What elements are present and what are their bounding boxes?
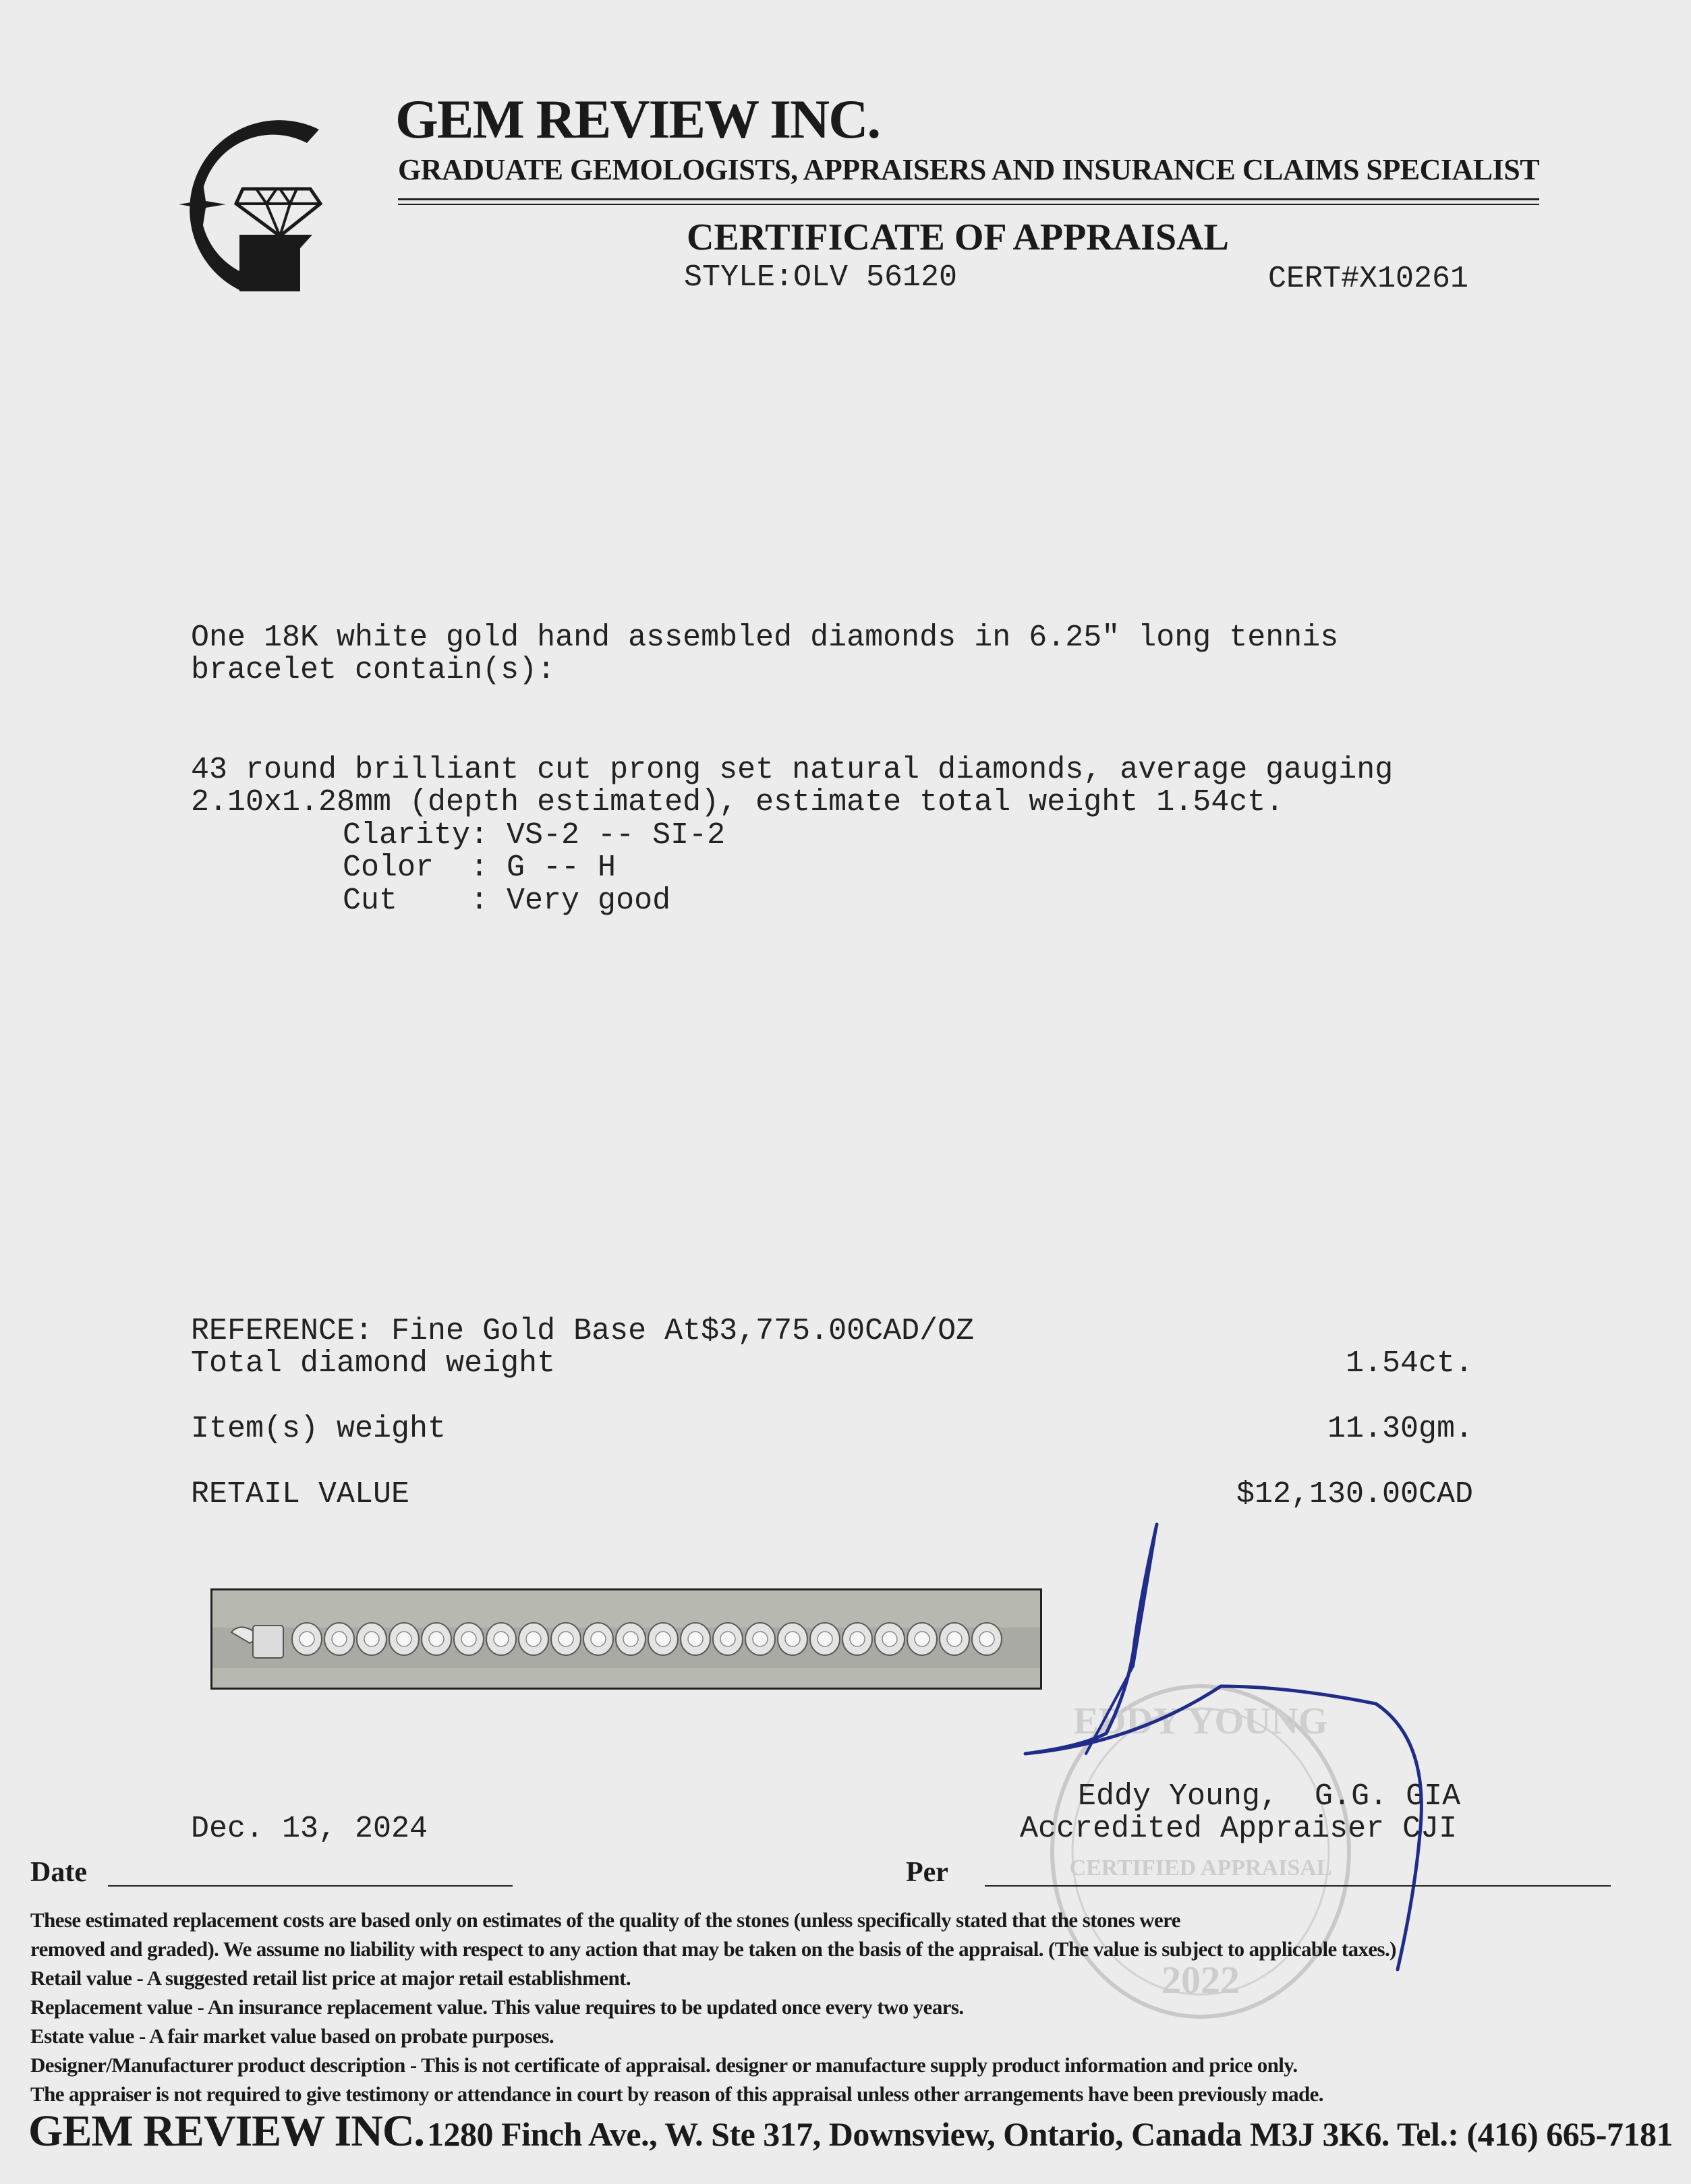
cut-grade: Cut : Very good [343, 884, 671, 918]
bracelet-diamond [332, 1632, 347, 1646]
disclaimer-line: removed and graded). We assume no liability with respect to any action that may be taken on the basis of the appraisal. (The value is subject to applicable taxes.) [30, 1937, 1396, 1961]
bracelet-diamond [494, 1632, 509, 1646]
gold-reference: REFERENCE: Fine Gold Base At$3,775.00CAD/OZ [191, 1314, 975, 1348]
per-label: Per [906, 1857, 948, 1888]
style-number: STYLE:OLV 56120 [684, 260, 958, 295]
certificate-title: CERTIFICATE OF APPRAISAL [687, 217, 1229, 258]
cert-number: CERT#X10261 [1268, 262, 1469, 296]
footer-company: GEM REVIEW INC. [28, 2106, 425, 2156]
bracelet-diamond [785, 1632, 800, 1646]
tennis-bracelet-photo [210, 1588, 1042, 1690]
bracelet-diamond [947, 1632, 962, 1646]
bracelet-diamond [299, 1632, 314, 1646]
retail-value-amount: $12,130.00CAD [1236, 1477, 1473, 1512]
bracelet-diamond [591, 1632, 606, 1646]
header-rule [398, 204, 1539, 205]
stones-line-1: 43 round brilliant cut prong set natural diamonds, average gauging [191, 753, 1394, 787]
disclaimer-line: These estimated replacement costs are based only on estimates of the quality of the stones (unless specifically stated that the stones were [30, 1908, 1180, 1932]
appraisal-date: Dec. 13, 2024 [191, 1812, 428, 1846]
bracelet-diamond [558, 1632, 573, 1646]
color-grade: Color : G -- H [343, 851, 617, 885]
bracelet-diamond [818, 1632, 832, 1646]
disclaimer-line: Retail value - A suggested retail list price at major retail establishment. [30, 1966, 631, 1990]
bracelet-diamond [429, 1632, 444, 1646]
retail-value-label: RETAIL VALUE [191, 1477, 410, 1512]
bracelet-diamond [882, 1632, 897, 1646]
retail-value-row [191, 1478, 1473, 1511]
gem-review-logo-icon [138, 94, 334, 297]
date-signature-line [108, 1885, 513, 1887]
appraiser-name: Eddy Young, G.G. GIA [1078, 1779, 1461, 1814]
company-tagline: GRADUATE GEMOLOGISTS, APPRAISERS AND INSURANCE CLAIMS SPECIALIST [398, 153, 1540, 186]
date-label: Date [30, 1857, 87, 1888]
footer-address: 1280 Finch Ave., W. Ste 317, Downsview, Ontario, Canada M3J 3K6. Tel.: (416) 665-7181 [427, 2115, 1673, 2153]
bracelet-diamond [915, 1632, 929, 1646]
company-name: GEM REVIEW INC. [395, 88, 880, 150]
bracelet-diamond [397, 1632, 411, 1646]
bracelet-diamond [526, 1632, 541, 1646]
bracelet-diamond [688, 1632, 703, 1646]
bracelet-diamond [979, 1632, 994, 1646]
disclaimer-line: Estate value - A fair market value based on probate purposes. [30, 2024, 554, 2048]
bracelet-diamond [364, 1632, 379, 1646]
disclaimer-block [30, 1905, 1396, 2108]
seal-year-text: 2022 [1162, 1958, 1240, 2002]
header-rule [398, 198, 1539, 200]
stones-line-2: 2.10x1.28mm (depth estimated), estimate total weight 1.54ct. [191, 785, 1284, 820]
bracelet-diamond [850, 1632, 865, 1646]
seal-middle-text: CERTIFIED APPRAISAL [1069, 1856, 1332, 1880]
bracelet-diamond [656, 1632, 670, 1646]
diamond-weight-row [191, 1348, 1473, 1380]
bracelet-diamond [461, 1632, 476, 1646]
item-weight-value: 11.30gm. [1327, 1412, 1473, 1446]
bracelet-icon [212, 1590, 1040, 1688]
seal-name-text: EDDY YOUNG [1073, 1700, 1328, 1742]
bracelet-diamond [623, 1632, 638, 1646]
bracelet-diamond [720, 1632, 735, 1646]
appraiser-credential: Accredited Appraiser CJI [1020, 1812, 1458, 1846]
footer [28, 2106, 1673, 2157]
bracelet-diamond [753, 1632, 768, 1646]
diamond-weight-value: 1.54ct. [1345, 1346, 1473, 1381]
disclaimer-line: Designer/Manufacturer product description - This is not certificate of appraisal. designer or manufacture supply product information and price only. [30, 2053, 1298, 2077]
item-weight-row [191, 1413, 1473, 1445]
per-signature-line [985, 1885, 1611, 1887]
description-line-2: bracelet contain(s): [191, 653, 556, 687]
item-weight-label: Item(s) weight [191, 1412, 447, 1446]
disclaimer-line: The appraiser is not required to give testimony or attendance in court by reason of this appraisal unless other arrangements have been previously made. [30, 2082, 1323, 2106]
diamond-weight-label: Total diamond weight [191, 1346, 556, 1381]
clarity-grade: Clarity: VS-2 -- SI-2 [343, 818, 726, 853]
disclaimer-line: Replacement value - An insurance replacement value. This value requires to be updated once every two years. [30, 1995, 964, 2019]
description-line-1: One 18K white gold hand assembled diamonds in 6.25" long tennis [191, 621, 1339, 655]
